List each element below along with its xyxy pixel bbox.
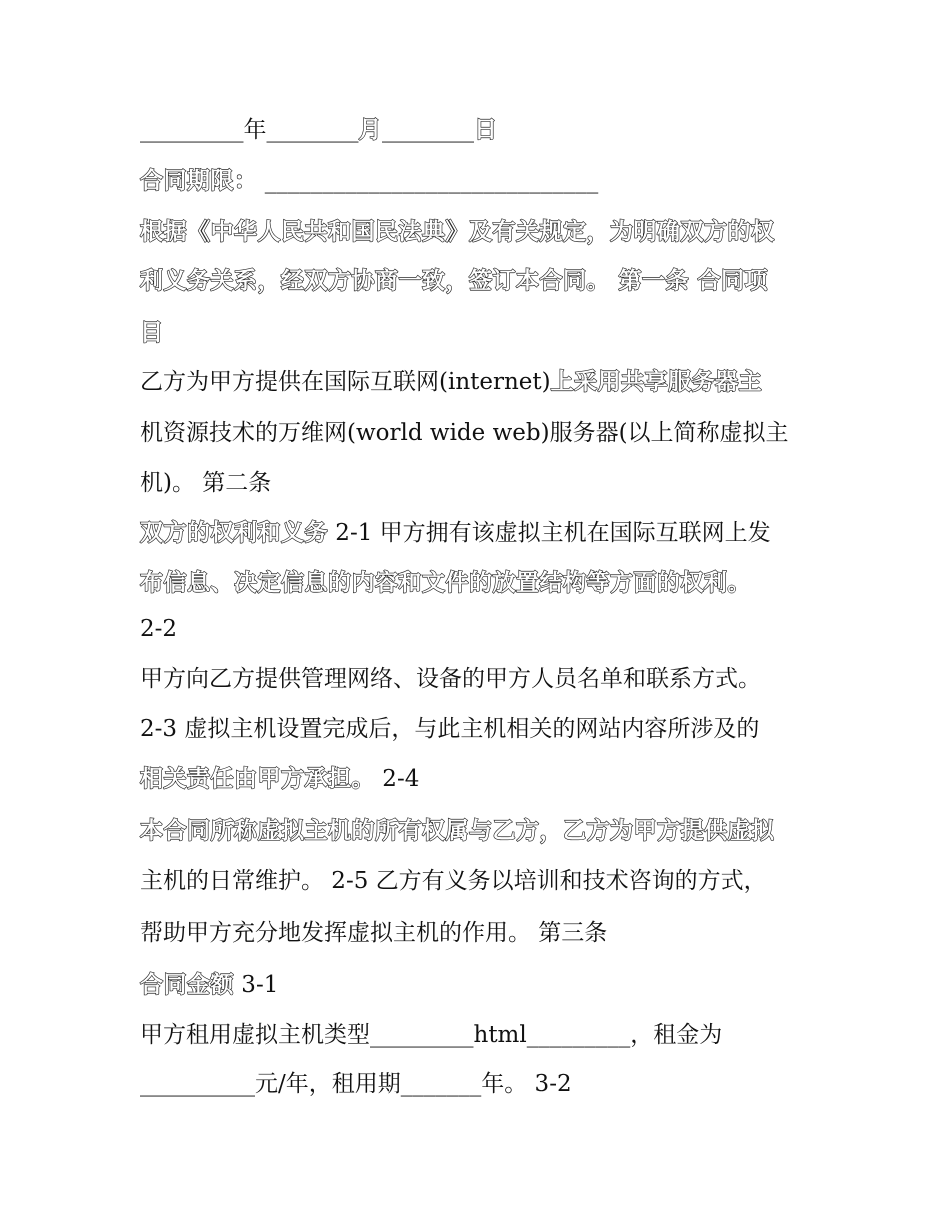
outlined-text: 合同金额 — [140, 972, 234, 998]
text-line — [140, 866, 830, 896]
text-line — [140, 418, 830, 448]
outlined-text: 目 — [140, 320, 164, 346]
outlined-text: 上采用共享服务器主 — [550, 369, 763, 395]
text-line — [140, 518, 830, 548]
body-text: 2-1 甲方拥有该虚拟主机在国际互联网上发 — [328, 520, 771, 546]
body-text: __________元/年，租用期_______年。 3-2 — [140, 1071, 572, 1097]
text-line — [140, 217, 830, 247]
text-line — [140, 115, 830, 145]
body-text: 2-3 虚拟主机设置完成后，与此主机相关的网站内容所涉及的 — [140, 716, 760, 742]
text-line — [140, 614, 830, 644]
body-text: 2-2 — [140, 616, 178, 642]
outlined-text: 利义务关系，经双方协商一致，签订本合同。 第一条 合同项 — [140, 268, 769, 294]
outlined-text: 月 — [358, 117, 382, 143]
outlined-text: 布信息、决定信息的内容和文件的放置结构等方面的权利。 — [140, 570, 751, 596]
text-line — [140, 266, 830, 296]
text-line — [140, 970, 830, 1000]
body-text: _________年________ — [140, 117, 359, 143]
body-text: 甲方向乙方提供管理网络、设备的甲方人员名单和联系方式。 — [140, 666, 761, 692]
body-text: 2-4 — [375, 766, 420, 792]
text-line — [140, 166, 830, 196]
text-line — [140, 664, 830, 694]
text-line — [140, 918, 830, 948]
outlined-text: 合同期限： — [140, 168, 258, 194]
outlined-text: 根据《中华人民共和国民法典》及有关规定，为明确双方的权 — [140, 219, 775, 245]
outlined-text: 日 — [474, 117, 498, 143]
text-line — [140, 1069, 830, 1099]
body-text: 机资源技术的万维网(world wide web)服务器(以上简称虚拟主 — [140, 420, 789, 446]
body-text: 帮助甲方充分地发挥虚拟主机的作用。 第三条 — [140, 920, 608, 946]
body-text: 乙方为甲方提供在国际互联网(internet) — [140, 369, 551, 395]
body-text: 甲方租用虚拟主机类型_________html_________，租金为 — [140, 1022, 723, 1048]
body-text: 3-1 — [234, 972, 279, 998]
text-line — [140, 568, 830, 598]
outlined-text: 相关责任由甲方承担。 — [140, 766, 375, 792]
body-text: ________ — [382, 117, 474, 143]
body-text: 主机的日常维护。 2-5 乙方有义务以培训和技术咨询的方式， — [140, 868, 767, 894]
body-text: 机)。 第二条 — [140, 470, 272, 496]
text-line — [140, 318, 830, 348]
outlined-text: 本合同所称虚拟主机的所有权属与乙方，乙方为甲方提供虚拟 — [140, 818, 775, 844]
body-text: _____________________________ — [257, 168, 599, 194]
text-line — [140, 367, 830, 397]
text-line — [140, 816, 830, 846]
text-line — [140, 468, 830, 498]
text-line — [140, 1020, 830, 1050]
text-line — [140, 764, 830, 794]
outlined-text: 双方的权利和义务 — [140, 520, 328, 546]
text-line — [140, 714, 830, 744]
